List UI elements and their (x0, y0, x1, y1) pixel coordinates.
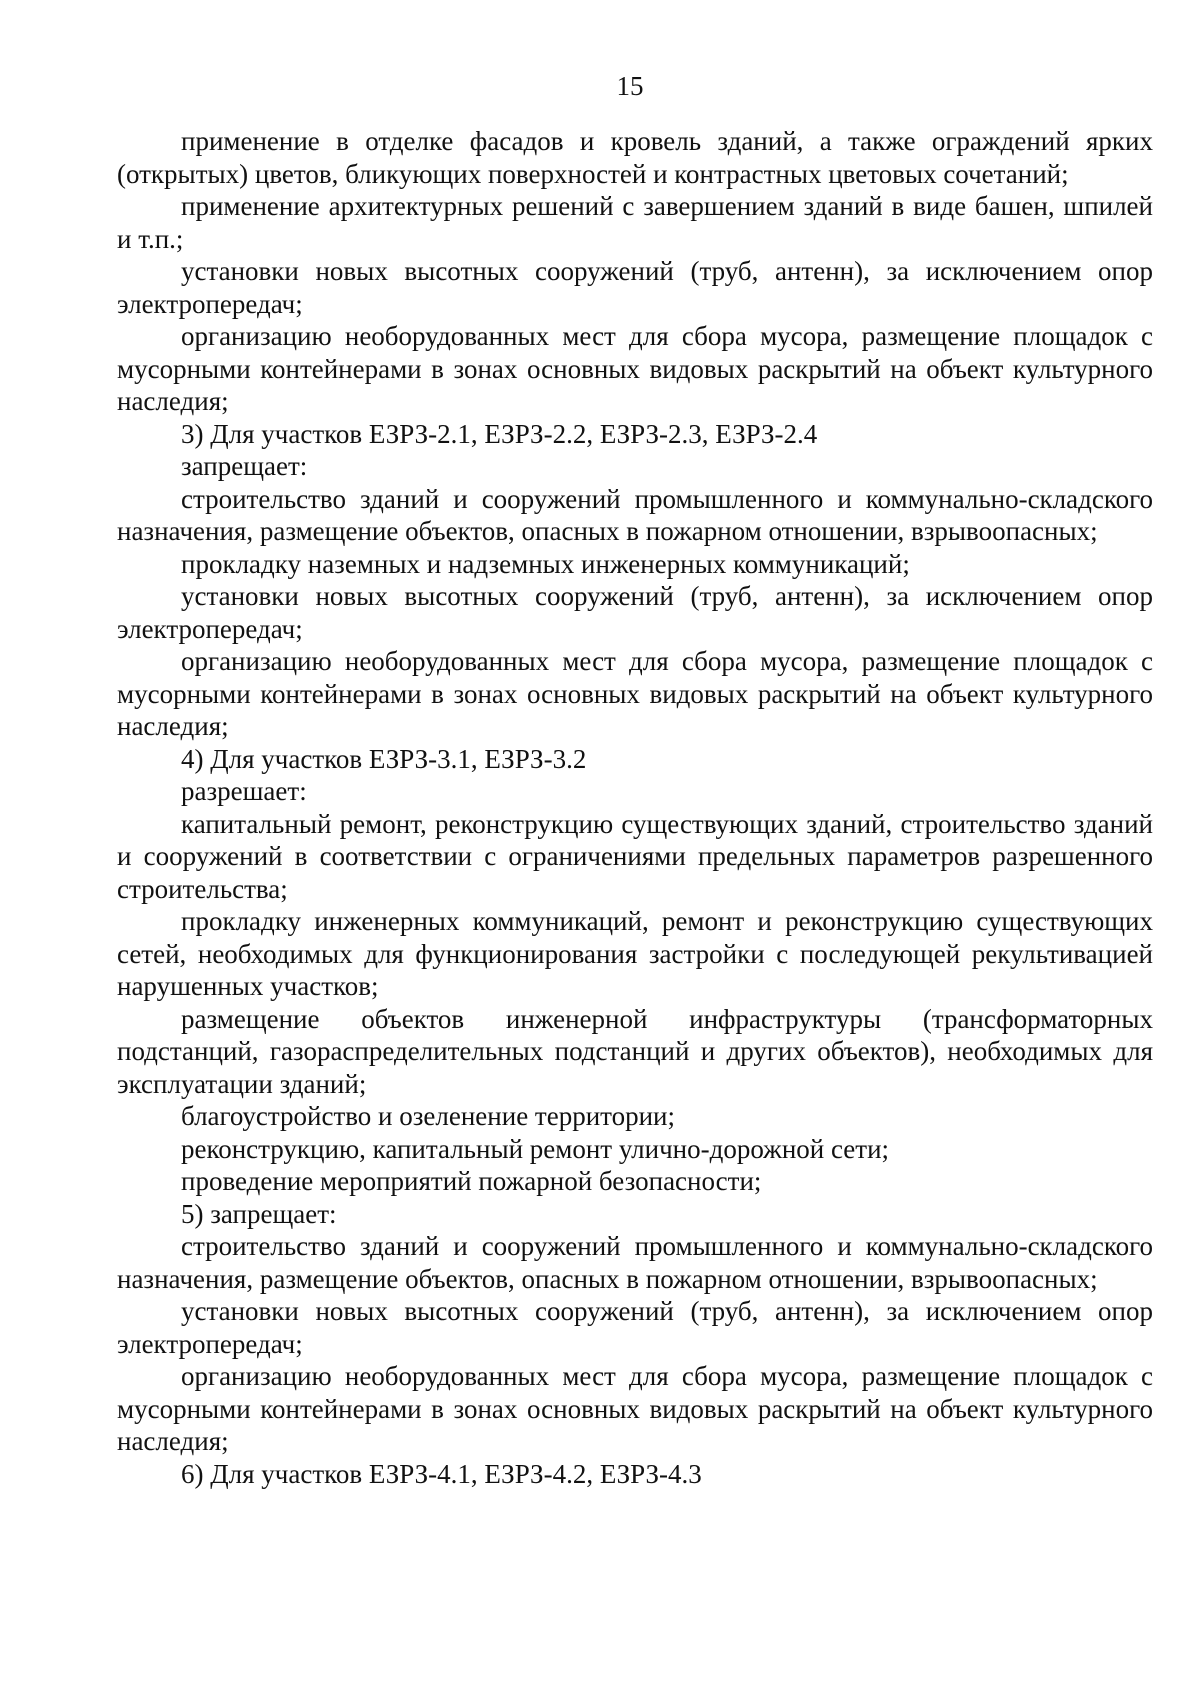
paragraph: применение архитектурных решений с завершением зданий в виде башен, шпилей и т.п.; (117, 191, 1153, 254)
document-body (117, 125, 1153, 1490)
paragraph: 5) запрещает: (181, 1198, 337, 1229)
paragraph: размещение объектов инженерной инфраструктуры (трансформаторных подстанций, газораспределительных подстанций и других объектов), необходимых для эксплуатации зданий; (117, 1003, 1153, 1099)
paragraph: реконструкцию, капитальный ремонт улично-дорожной сети; (181, 1133, 890, 1164)
paragraph: организацию необорудованных мест для сбора мусора, размещение площадок с мусорными контейнерами в зонах основных видовых раскрытий на объект культурного наследия; (117, 1361, 1153, 1456)
paragraph: применение в отделке фасадов и кровель зданий, а также ограждений ярких (открытых) цветов, бликующих поверхностей и контрастных цветовых сочетаний; (117, 126, 1153, 189)
paragraph: проведение мероприятий пожарной безопасности; (181, 1166, 762, 1196)
paragraph: установки новых высотных сооружений (труб, антенн), за исключением опор электропередач; (117, 581, 1153, 644)
paragraph: 4) Для участков ЕЗРЗ-3.1, ЕЗРЗ-3.2 (181, 743, 587, 774)
paragraph: 6) Для участков ЕЗРЗ-4.1, ЕЗРЗ-4.2, ЕЗРЗ-4.3 (181, 1458, 702, 1489)
paragraph: прокладку наземных и надземных инженерных коммуникаций; (181, 548, 910, 579)
paragraph: установки новых высотных сооружений (труб, антенн), за исключением опор электропередач; (117, 256, 1153, 319)
paragraph: 3) Для участков ЕЗРЗ-2.1, ЕЗРЗ-2.2, ЕЗРЗ-2.3, ЕЗРЗ-2.4 (181, 418, 818, 449)
paragraph: строительство зданий и сооружений промышленного и коммунально-складского назначения, размещение объектов, опасных в пожарном отношении, взрывоопасных; (117, 1231, 1153, 1294)
paragraph: разрешает: (181, 776, 307, 806)
paragraph: организацию необорудованных мест для сбора мусора, размещение площадок с мусорными контейнерами в зонах основных видовых раскрытий на объект культурного наследия; (117, 321, 1153, 416)
paragraph: запрещает: (181, 451, 308, 481)
paragraph: установки новых высотных сооружений (труб, антенн), за исключением опор электропередач; (117, 1296, 1153, 1359)
paragraph: прокладку инженерных коммуникаций, ремонт и реконструкцию существующих сетей, необходимых для функционирования застройки с последующей рекультивацией нарушенных участков; (117, 906, 1153, 1001)
paragraph: строительство зданий и сооружений промышленного и коммунально-складского назначения, размещение объектов, опасных в пожарном отношении, взрывоопасных; (117, 483, 1153, 546)
page-number: 15 (616, 71, 644, 101)
paragraph: благоустройство и озеленение территории; (181, 1101, 676, 1131)
paragraph: организацию необорудованных мест для сбора мусора, размещение площадок с мусорными контейнерами в зонах основных видовых раскрытий на объект культурного наследия; (117, 646, 1153, 741)
paragraph: капитальный ремонт, реконструкцию существующих зданий, строительство зданий и сооружений в соответствии с ограничениями предельных параметров разрешенного строительства; (117, 808, 1153, 904)
